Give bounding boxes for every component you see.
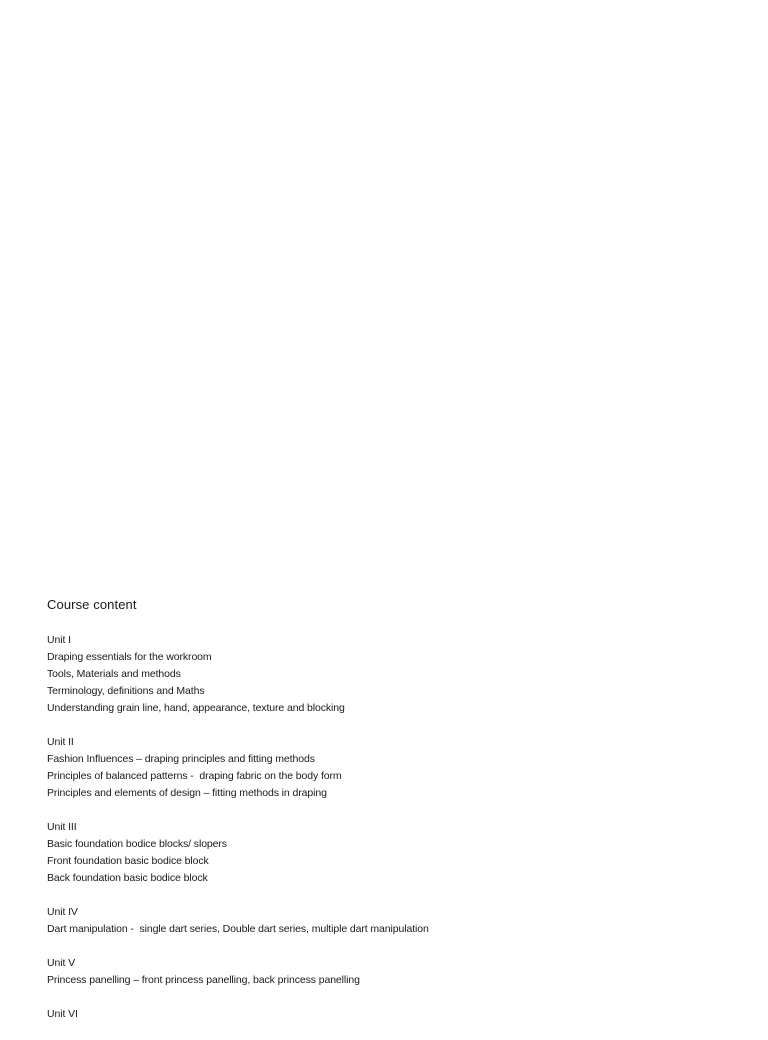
course-content-heading: Course content xyxy=(47,597,137,612)
unit-line: Basic foundation bodice blocks/ slopers xyxy=(47,838,227,850)
unit-5 xyxy=(47,955,727,989)
unit-line: Princess panelling – front princess panelling, back princess panelling xyxy=(47,974,360,986)
unit-title: Unit III xyxy=(47,821,77,833)
unit-6 xyxy=(47,1006,727,1023)
unit-4 xyxy=(47,904,727,938)
unit-3 xyxy=(47,819,727,887)
unit-line: Dart manipulation - single dart series, Double dart series, multiple dart manipulation xyxy=(47,923,429,935)
unit-title: Unit V xyxy=(47,957,75,969)
course-content-section xyxy=(47,597,727,1040)
unit-line: Terminology, definitions and Maths xyxy=(47,685,205,697)
unit-line: Principles of balanced patterns - draping fabric on the body form xyxy=(47,770,342,782)
unit-line: Understanding grain line, hand, appearance, texture and blocking xyxy=(47,702,345,714)
unit-line: Fashion Influences – draping principles and fitting methods xyxy=(47,753,315,765)
unit-title: Unit II xyxy=(47,736,74,748)
unit-title: Unit VI xyxy=(47,1008,78,1020)
unit-line: Tools, Materials and methods xyxy=(47,668,181,680)
unit-line: Principles and elements of design – fitting methods in draping xyxy=(47,787,327,799)
unit-title: Unit IV xyxy=(47,906,78,918)
unit-1 xyxy=(47,632,727,717)
unit-line: Draping essentials for the workroom xyxy=(47,651,212,663)
unit-2 xyxy=(47,734,727,802)
unit-line: Front foundation basic bodice block xyxy=(47,855,209,867)
unit-title: Unit I xyxy=(47,634,71,646)
unit-line: Back foundation basic bodice block xyxy=(47,872,208,884)
